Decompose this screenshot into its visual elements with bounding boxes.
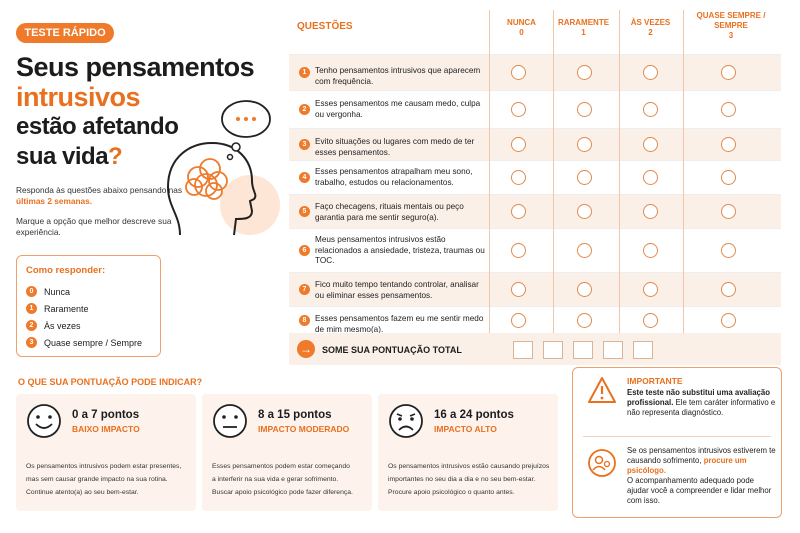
result-card-moderate: 8 a 15 pontos IMPACTO MODERADO Esses pensamentos podem estar começando a interferir na sua vida e gerar sofrimento. Buscar apoio psicológico pode fazer diferença.: [202, 394, 372, 511]
question-text: Faço checagens, rituais mentais ou peço garantia para me sentir seguro(a).: [315, 202, 464, 222]
answer-radio-0[interactable]: [511, 137, 526, 152]
table-row: [289, 90, 781, 128]
legend-item: 3 Quase sempre / Sempre: [26, 334, 151, 351]
score-box[interactable]: [513, 341, 533, 359]
legend-item: 0 Nunca: [26, 283, 151, 300]
answer-radio-0[interactable]: [511, 65, 526, 80]
table-row: [289, 194, 781, 228]
answer-radio-2[interactable]: [643, 282, 658, 297]
question-number: 1: [299, 67, 310, 78]
answer-radio-3[interactable]: [721, 243, 736, 258]
result-card-high: 16 a 24 pontos IMPACTO ALTO Os pensamentos intrusivos estão causando prejuízos importantes no seu dia a dia e no seu bem-estar. Procure apoio psicológico o quanto antes.: [378, 394, 558, 511]
column-header: ÀS VEZES 2: [630, 18, 671, 37]
question-number: 8: [299, 315, 310, 326]
question-text: Esses pensamentos fazem eu me sentir medo de mim mesmo(a).: [315, 314, 484, 334]
answer-radio-1[interactable]: [577, 282, 592, 297]
answer-radio-0[interactable]: [511, 282, 526, 297]
questions-header: QUESTÕES: [297, 21, 353, 32]
page-title: Seus pensamentos intrusivos estão afetando sua vida?: [16, 52, 255, 170]
answer-radio-2[interactable]: [643, 137, 658, 152]
answer-radio-2[interactable]: [643, 102, 658, 117]
column-header: NUNCA 0: [507, 18, 536, 37]
answer-radio-0[interactable]: [511, 170, 526, 185]
question-number: 5: [299, 206, 310, 217]
warning-icon: [587, 376, 617, 404]
question-text: Esses pensamentos me causam medo, culpa ou vergonha.: [315, 99, 481, 119]
answer-radio-0[interactable]: [511, 204, 526, 219]
answer-radio-1[interactable]: [577, 102, 592, 117]
question-number: 4: [299, 172, 310, 183]
score-box[interactable]: [603, 341, 623, 359]
table-row: [289, 306, 781, 333]
question-text: Tenho pensamentos intrusivos que aparecem com frequência.: [315, 66, 481, 86]
score-box[interactable]: [573, 341, 593, 359]
answer-radio-3[interactable]: [721, 282, 736, 297]
table-row: [289, 128, 781, 160]
answer-radio-2[interactable]: [643, 170, 658, 185]
question-text: Esses pensamentos atrapalham meu sono, trabalho, estudos ou relacionamentos.: [315, 167, 473, 187]
answer-radio-2[interactable]: [643, 204, 658, 219]
table-row: [289, 54, 781, 90]
answer-radio-2[interactable]: [643, 65, 658, 80]
result-card-low: 0 a 7 pontos BAIXO IMPACTO Os pensamentos intrusivos podem estar presentes, mas sem causar grande impacto na sua rotina. Continue atento(a) ao seu bem-estar.: [16, 394, 196, 511]
answer-radio-3[interactable]: [721, 102, 736, 117]
score-box[interactable]: [543, 341, 563, 359]
answer-radio-3[interactable]: [721, 313, 736, 328]
neutral-face-icon: [212, 403, 248, 439]
answer-radio-3[interactable]: [721, 65, 736, 80]
answer-radio-1[interactable]: [577, 313, 592, 328]
question-number: 7: [299, 284, 310, 295]
total-score-row: [289, 333, 781, 365]
smile-face-icon: [26, 403, 62, 439]
answer-radio-3[interactable]: [721, 204, 736, 219]
answer-radio-1[interactable]: [577, 137, 592, 152]
column-header: RARAMENTE 1: [557, 18, 610, 37]
column-header: QUASE SEMPRE / SEMPRE 3: [696, 11, 766, 40]
answer-radio-3[interactable]: [721, 137, 736, 152]
table-row: [289, 160, 781, 194]
arrow-right-icon: →: [297, 340, 315, 358]
how-to-answer-box: [16, 255, 161, 357]
questions-table: [289, 10, 781, 366]
legend-item: 2 Às vezes: [26, 317, 151, 334]
quick-test-badge: TESTE RÁPIDO: [16, 23, 114, 43]
answer-radio-1[interactable]: [577, 243, 592, 258]
worried-face-icon: [388, 403, 424, 439]
answer-radio-0[interactable]: [511, 313, 526, 328]
score-box[interactable]: [633, 341, 653, 359]
how-to-title: Como responder:: [26, 265, 106, 276]
answer-radio-1[interactable]: [577, 170, 592, 185]
legend-item: 1 Raramente: [26, 300, 151, 317]
table-row: [289, 272, 781, 306]
table-row: [289, 228, 781, 272]
results-header: O QUE SUA PONTUAÇÃO PODE INDICAR?: [18, 377, 203, 387]
answer-radio-1[interactable]: [577, 204, 592, 219]
answer-radio-0[interactable]: [511, 102, 526, 117]
answer-radio-1[interactable]: [577, 65, 592, 80]
question-number: 6: [299, 245, 310, 256]
question-text: Evito situações ou lugares com medo de ter esses pensamentos.: [315, 137, 475, 157]
answer-radio-2[interactable]: [643, 243, 658, 258]
answer-radio-3[interactable]: [721, 170, 736, 185]
answer-radio-2[interactable]: [643, 313, 658, 328]
instructions: Responda às questões abaixo pensando nas últimas 2 semanas. Marque a opção que melhor descreve sua experiência.: [16, 185, 183, 237]
question-number: 2: [299, 104, 310, 115]
question-number: 3: [299, 139, 310, 150]
total-label: SOME SUA PONTUAÇÃO TOTAL: [322, 345, 462, 355]
table-header: [289, 10, 781, 44]
question-text: Fico muito tempo tentando controlar, analisar ou eliminar esses pensamentos.: [315, 280, 479, 300]
question-text: Meus pensamentos intrusivos estão relacionados a ansiedade, tristeza, traumas ou TOC.: [315, 235, 485, 265]
answer-radio-0[interactable]: [511, 243, 526, 258]
important-box: IMPORTANTE Este teste não substitui uma avaliação profissional. Ele tem caráter informativo e não representa diagnóstico. Se os pensamentos intrusivos estiverem te causando sofrimento, procure um psicólogo. O acompanhamento adequado pode ajudar você a compreender e lidar melhor com isso.: [572, 367, 782, 518]
person-support-icon: [587, 448, 617, 478]
